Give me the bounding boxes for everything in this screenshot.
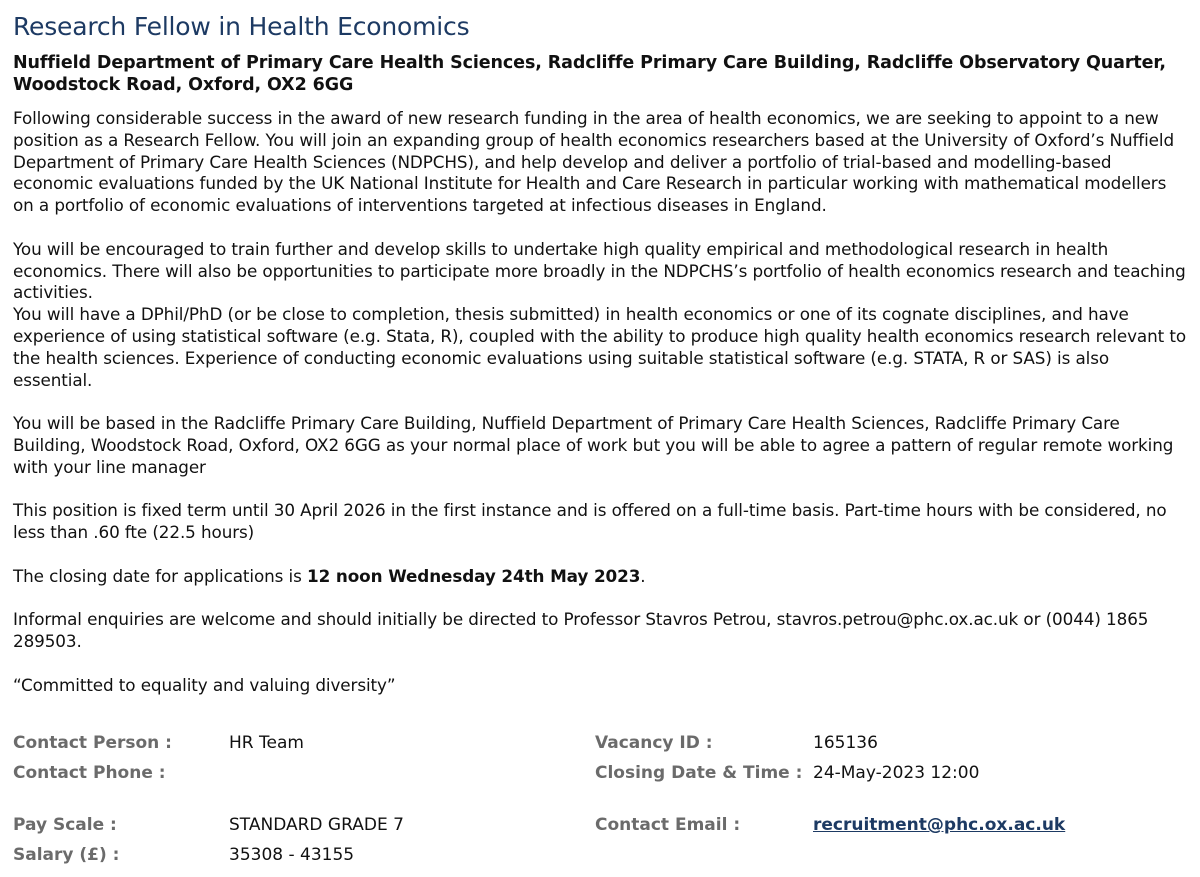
contact-phone-label: Contact Phone : — [13, 763, 166, 783]
description-paragraph-training: You will be encouraged to train further and develop skills to undertake high quality empirical and methodological research in health economics. There will also be opportunities to participate more broadly in the NDPCHS’s portfolio of health economics research and teaching activities. — [13, 238, 1186, 303]
contact-person-value: HR Team — [229, 733, 304, 753]
paragraph-gap — [13, 653, 1186, 675]
pay-scale-label: Pay Scale : — [13, 815, 117, 835]
closing-date-label: Closing Date & Time : — [595, 763, 803, 783]
vacancy-id-label: Vacancy ID : — [595, 733, 713, 753]
paragraph-gap — [13, 479, 1186, 501]
closing-date-value: 24-May-2023 12:00 — [813, 763, 980, 783]
description-paragraph-funding: Following considerable success in the award of new research funding in the area of health economics, we are seeking to appoint to a new position as a Research Fellow. You will join an expanding group of health economics researchers based at the University of Oxford’s Nuffield Department of Primary Care Health Sciences (NDPCHS), and help develop and deliver a portfolio of trial-based and modelling-based economic evaluations funded by the UK National Institute for Health and Care Research in particular working with mathematical modellers on a portfolio of economic evaluations of interventions targeted at infectious diseases in England. — [13, 108, 1174, 216]
contact-email-link[interactable]: recruitment@phc.ox.ac.uk — [813, 815, 1066, 835]
closing-deadline: 12 noon Wednesday 24th May 2023 — [307, 565, 641, 586]
paragraph-gap — [13, 588, 1186, 610]
paragraph-gap — [13, 217, 1186, 239]
closing-prefix: The closing date for applications is — [13, 565, 307, 586]
description-paragraph-location: You will be based in the Radcliffe Primary Care Building, Nuffield Department of Primary Care Health Sciences, Radcliffe Primary Care Building, Woodstock Road, Oxford, OX2 6GG as your normal place of work but you will be able to agree a pattern of regular remote working with your line manager — [13, 413, 1174, 477]
salary-value: 35308 - 43155 — [229, 845, 355, 865]
description-paragraph-enquiries: Informal enquiries are welcome and should initially be directed to Professor Stavros Petrou, stavros.petrou@phc.ox.ac.uk or (0044) 1865 289503. — [13, 609, 1149, 652]
paragraph-gap — [13, 391, 1186, 413]
salary-label: Salary (£) : — [13, 845, 120, 865]
description-paragraph-closing — [13, 566, 1186, 588]
pay-scale-value: STANDARD GRADE 7 — [229, 815, 404, 835]
paragraph-gap — [13, 544, 1186, 566]
contact-email-label: Contact Email : — [595, 815, 741, 835]
description-paragraph-requirements: You will have a DPhil/PhD (or be close to completion, thesis submitted) in health economics or one of its cognate disciplines, and have experience of using statistical software (e.g. Stata, R), coupled with the ability to produce high quality health economics research relevant to the health sciences. Experience of conducting economic evaluations using suitable statistical software (e.g. STATA, R or SAS) is also essential. — [13, 304, 1186, 390]
job-description — [13, 108, 1186, 697]
contact-person-label: Contact Person : — [13, 733, 172, 753]
job-title: Research Fellow in Health Economics — [13, 12, 470, 41]
vacancy-id-value: 165136 — [813, 733, 878, 753]
description-paragraph-term: This position is fixed term until 30 April 2026 in the first instance and is offered on a full-time basis. Part-time hours with be considered, no less than .60 fte (22.5 hours) — [13, 500, 1167, 543]
closing-suffix: . — [640, 565, 646, 586]
job-location: Nuffield Department of Primary Care Health Sciences, Radcliffe Primary Care Building, Radcliffe Observatory Quarter, Woodstock Road, Oxford, OX2 6GG — [13, 53, 1166, 95]
description-paragraph-equality: “Committed to equality and valuing diversity” — [13, 674, 396, 695]
